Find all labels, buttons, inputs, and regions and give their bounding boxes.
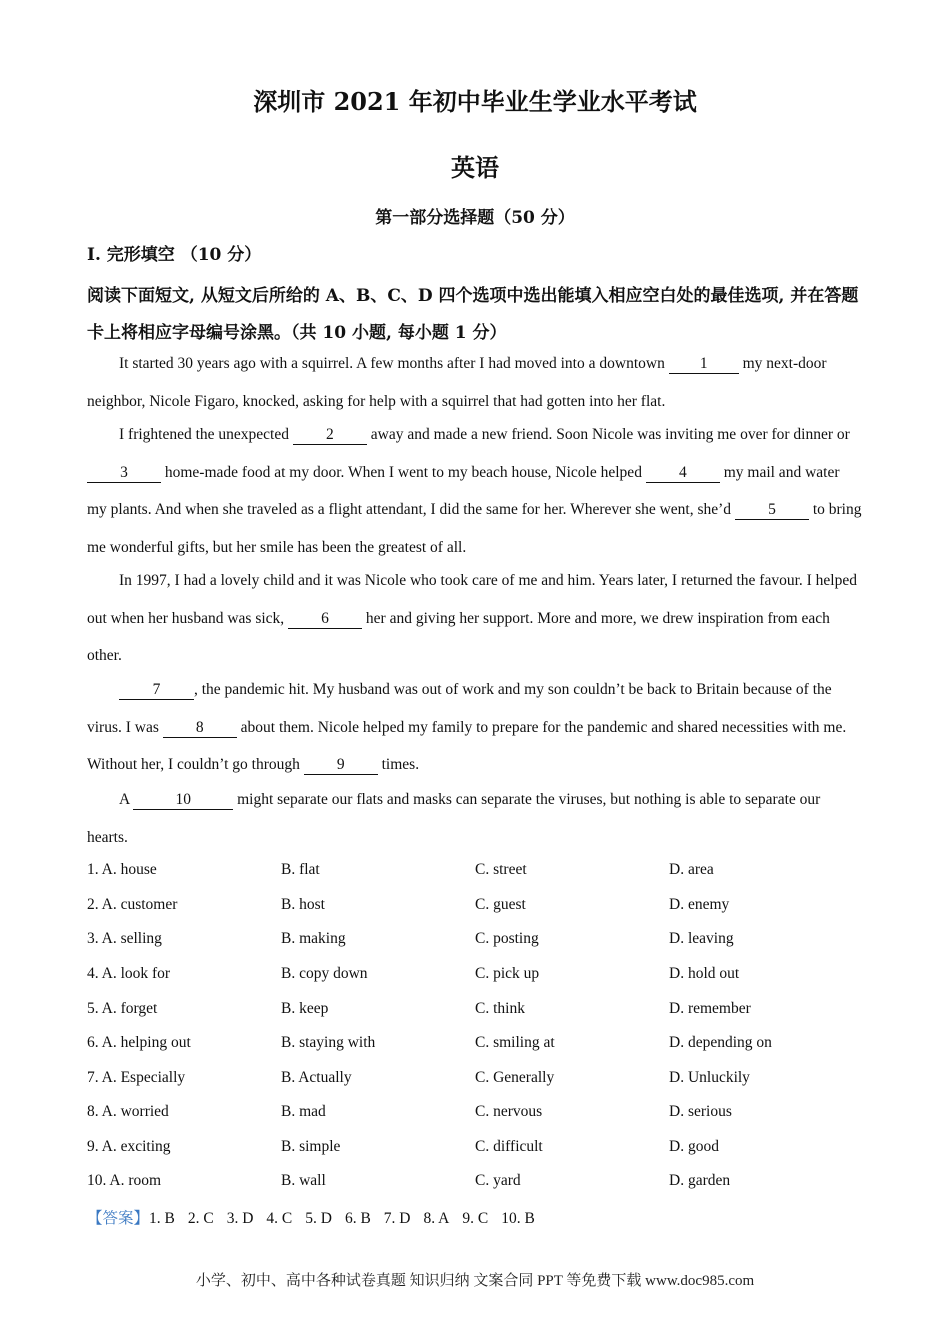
option-b[interactable]: B. mad <box>281 1103 326 1120</box>
passage-text: to bring me wonderful gifts, but her smile has been the greatest of all. <box>87 501 862 556</box>
answer-label: 【答案】 <box>87 1210 150 1227</box>
option-c[interactable]: C. street <box>475 861 527 878</box>
answer-item: 8. A <box>423 1210 450 1227</box>
option-d[interactable]: D. Unluckily <box>669 1069 750 1086</box>
options-row-9 <box>87 1138 867 1162</box>
answer-item: 5. D <box>305 1210 332 1227</box>
option-a[interactable]: 4. A. look for <box>87 965 171 982</box>
passage-text: , the pandemic hit. My husband was out of work and my son couldn’t be back to Britain because of the virus. I was <box>87 681 832 736</box>
blank-10: 10 <box>133 791 233 810</box>
answer-item: 2. C <box>187 1210 214 1227</box>
subject-title: 英语 <box>451 153 499 182</box>
option-c[interactable]: C. pick up <box>475 965 540 982</box>
passage-paragraph-5 <box>87 781 863 856</box>
blank-5: 5 <box>735 501 809 520</box>
options-row-10 <box>87 1172 867 1196</box>
options-row-6 <box>87 1034 867 1058</box>
passage-text: might separate our flats and masks can separate the viruses, but nothing is able to separate our hearts. <box>87 791 821 846</box>
answer-key <box>87 1206 548 1228</box>
footer-watermark: 小学、初中、高中各种试卷真题 知识归纳 文案合同 PPT 等免费下载 www.doc985.com <box>195 1273 755 1289</box>
section-instruction: 阅读下面短文, 从短文后所给的 A、B、C、D 四个选项中选出能填入相应空白处的最佳选项, 并在答题卡上将相应字母编号涂黑。（共 10 小题, 每小题 1 分） <box>87 286 859 343</box>
passage-paragraph-3 <box>87 562 863 675</box>
answer-item: 9. C <box>462 1210 489 1227</box>
option-c[interactable]: C. smiling at <box>475 1034 555 1051</box>
option-a[interactable]: 3. A. selling <box>87 930 162 947</box>
option-b[interactable]: B. making <box>281 930 346 947</box>
answer-item: 3. D <box>226 1210 254 1227</box>
option-c[interactable]: C. difficult <box>475 1138 543 1155</box>
option-c[interactable]: C. Generally <box>475 1069 555 1086</box>
passage-text: about them. Nicole helped my family to prepare for the pandemic and shared necessities with me. Without her, I couldn’t go through <box>87 718 847 773</box>
passage-text: her and giving her support. More and more, we drew inspiration from each other. <box>87 609 830 664</box>
option-c[interactable]: C. guest <box>475 896 526 913</box>
passage-text: times. <box>377 756 420 773</box>
option-c[interactable]: C. think <box>475 1000 525 1017</box>
answer-item: 1. B <box>149 1210 175 1227</box>
option-c[interactable]: C. posting <box>475 930 539 947</box>
answer-item: 7. D <box>383 1210 411 1227</box>
options-row-5 <box>87 1000 867 1024</box>
passage-text: home-made food at my door. When I went to my beach house, Nicole helped <box>161 463 646 481</box>
section-heading: I. 完形填空 （10 分） <box>87 245 262 265</box>
answer-item: 4. C <box>266 1210 293 1227</box>
option-a[interactable]: 10. A. room <box>87 1172 162 1189</box>
blank-9: 9 <box>304 756 378 775</box>
blank-8: 8 <box>163 719 237 738</box>
option-a[interactable]: 7. A. Especially <box>87 1069 186 1086</box>
option-d[interactable]: D. enemy <box>669 896 730 913</box>
options-row-4 <box>87 965 867 989</box>
passage-text: I frightened the unexpected <box>119 426 293 443</box>
option-d[interactable]: D. remember <box>669 1000 751 1017</box>
option-a[interactable]: 6. A. helping out <box>87 1034 191 1051</box>
answer-item: 10. B <box>501 1210 535 1227</box>
options-row-8 <box>87 1103 867 1127</box>
passage-paragraph-1 <box>87 345 863 420</box>
option-d[interactable]: D. serious <box>669 1103 732 1120</box>
passage-text: In 1997, I had a lovely child and it was Nicole who took care of me and him. Years later, I returned the favour. I helped out when her husband was sick, <box>87 572 857 627</box>
option-b[interactable]: B. keep <box>281 1000 329 1017</box>
option-b[interactable]: B. wall <box>281 1172 326 1189</box>
option-b[interactable]: B. Actually <box>281 1069 352 1086</box>
options-row-1 <box>87 861 867 885</box>
options-row-3 <box>87 930 867 954</box>
options-row-2 <box>87 896 867 920</box>
option-d[interactable]: D. good <box>669 1138 719 1155</box>
option-b[interactable]: B. flat <box>281 861 320 878</box>
option-a[interactable]: 1. A. house <box>87 861 157 878</box>
answer-item: 6. B <box>344 1210 371 1227</box>
option-c[interactable]: C. nervous <box>475 1103 543 1120</box>
passage-paragraph-4 <box>87 671 863 784</box>
part-title: 第一部分选择题（50 分） <box>375 208 575 228</box>
blank-4: 4 <box>646 464 720 483</box>
answer-values <box>149 1210 548 1227</box>
passage-text: It started 30 years ago with a squirrel. A few months after I had moved into a downtown <box>119 355 669 372</box>
passage-text: A <box>119 791 134 808</box>
exam-title: 深圳市 2021 年初中毕业生学业水平考试 <box>253 87 697 116</box>
option-a[interactable]: 9. A. exciting <box>87 1138 171 1155</box>
passage-text: away and made a new friend. Soon Nicole was inviting me over for dinner or <box>366 426 850 443</box>
passage-text: my mail and water my plants. And when she traveled as a flight attendant, I did the same for her. Wherever she went, she’d <box>87 463 840 518</box>
blank-1: 1 <box>669 355 739 374</box>
option-a[interactable]: 8. A. worried <box>87 1103 169 1120</box>
blank-2: 2 <box>293 426 367 445</box>
blank-3: 3 <box>87 464 161 483</box>
option-d[interactable]: D. garden <box>669 1172 731 1189</box>
options-row-7 <box>87 1069 867 1093</box>
option-a[interactable]: 2. A. customer <box>87 896 178 913</box>
option-b[interactable]: B. host <box>281 896 325 913</box>
passage-text: my next-door neighbor, Nicole Figaro, knocked, asking for help with a squirrel that had gotten into her flat. <box>87 355 827 410</box>
option-b[interactable]: B. copy down <box>281 965 368 982</box>
option-d[interactable]: D. leaving <box>669 930 734 947</box>
passage-paragraph-2 <box>87 416 863 566</box>
option-d[interactable]: D. hold out <box>669 965 740 982</box>
option-b[interactable]: B. staying with <box>281 1034 376 1051</box>
option-b[interactable]: B. simple <box>281 1138 341 1155</box>
option-d[interactable]: D. area <box>669 861 714 878</box>
option-d[interactable]: D. depending on <box>669 1034 772 1051</box>
option-a[interactable]: 5. A. forget <box>87 1000 158 1017</box>
option-c[interactable]: C. yard <box>475 1172 521 1189</box>
blank-7: 7 <box>119 681 194 700</box>
blank-6: 6 <box>288 610 362 629</box>
